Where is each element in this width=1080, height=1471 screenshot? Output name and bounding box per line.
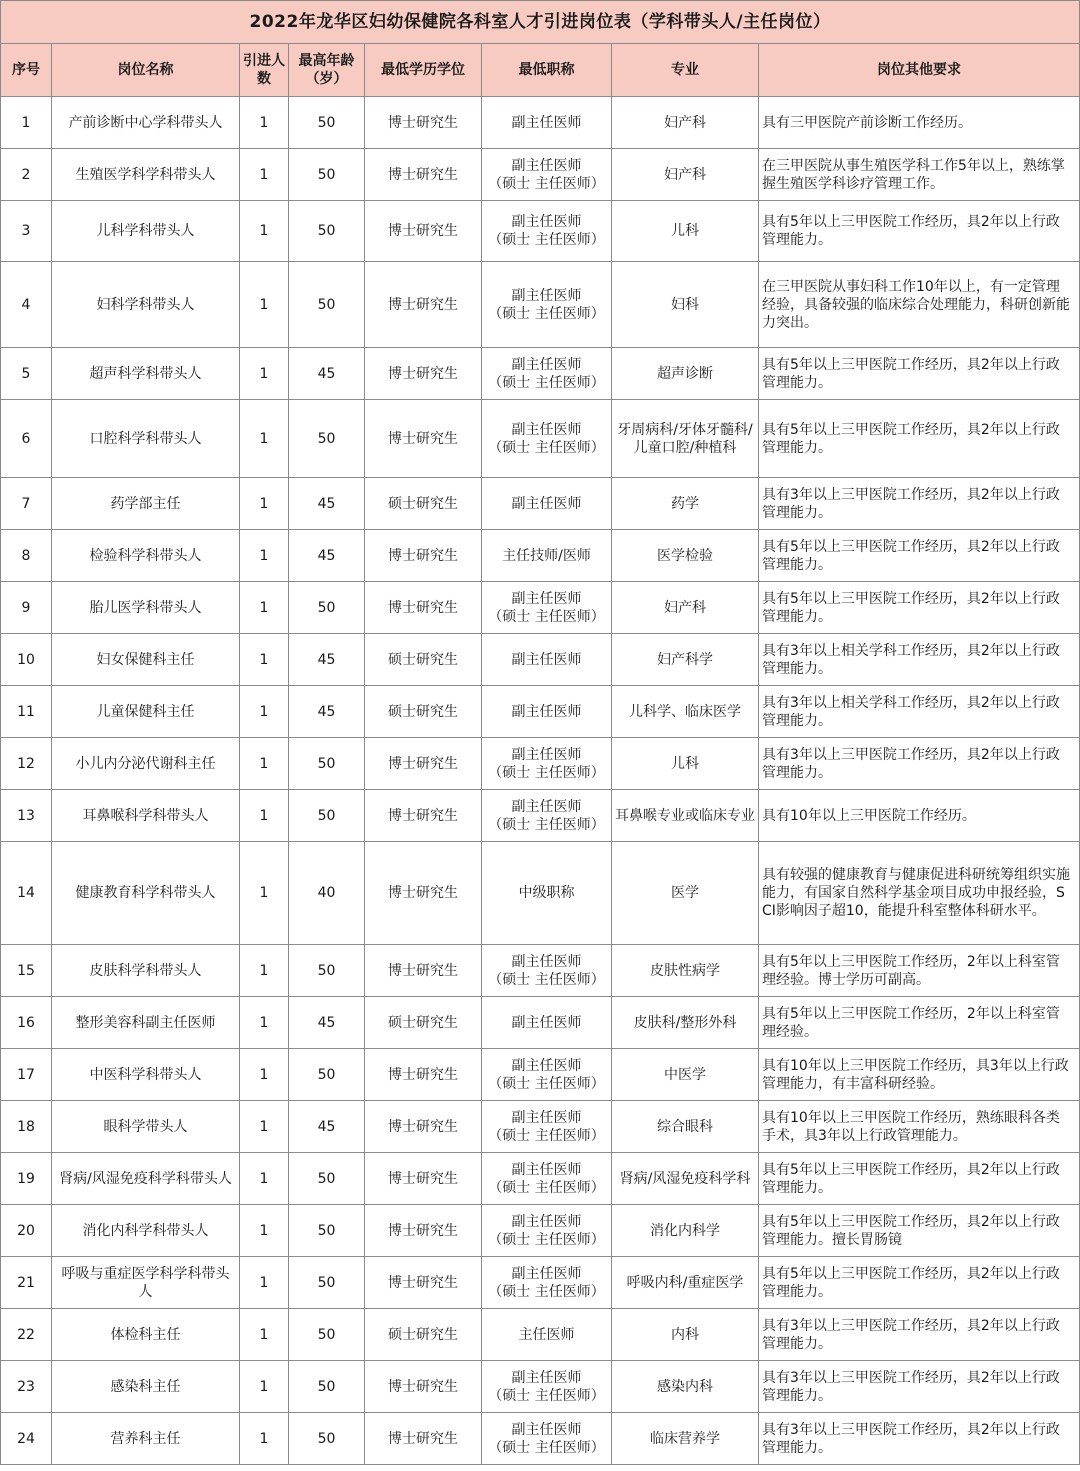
cell-requirements: 具有5年以上三甲医院工作经历，具2年以上行政管理能力。	[759, 201, 1080, 262]
cell-rank	[482, 997, 612, 1049]
cell-position: 皮肤科学科带头人	[52, 945, 240, 997]
cell-position: 妇女保健科主任	[52, 634, 240, 686]
header-education: 最低学历学位	[365, 44, 482, 97]
cell-no: 23	[1, 1361, 52, 1413]
cell-count: 1	[240, 97, 289, 149]
cell-requirements: 在三甲医院从事妇科工作10年以上，有一定管理经验，具备较强的临床综合处理能力，科研创新能力突出。	[759, 262, 1080, 348]
cell-major: 医学	[612, 842, 759, 945]
rank-note: （硕士 主任医师）	[488, 1127, 605, 1144]
cell-rank	[482, 842, 612, 945]
header-requirements: 岗位其他要求	[759, 44, 1080, 97]
header-count: 引进人数	[240, 44, 289, 97]
cell-position: 耳鼻喉科学科带头人	[52, 790, 240, 842]
cell-education: 博士研究生	[365, 1257, 482, 1309]
cell-age: 50	[289, 1049, 365, 1101]
cell-requirements: 具有3年以上相关学科工作经历，具2年以上行政管理能力。	[759, 634, 1080, 686]
cell-count: 1	[240, 149, 289, 201]
cell-position: 小儿内分泌代谢科主任	[52, 738, 240, 790]
cell-major: 消化内科学	[612, 1205, 759, 1257]
cell-position: 胎儿医学科带头人	[52, 582, 240, 634]
cell-rank	[482, 738, 612, 790]
cell-position: 中医科学科带头人	[52, 1049, 240, 1101]
rank-main: 副主任医师	[511, 114, 582, 131]
table-row	[1, 530, 1080, 582]
cell-count: 1	[240, 201, 289, 262]
cell-count: 1	[240, 478, 289, 530]
cell-count: 1	[240, 348, 289, 400]
cell-age: 45	[289, 478, 365, 530]
table-row	[1, 1361, 1080, 1413]
cell-rank	[482, 1101, 612, 1153]
cell-major: 皮肤科/整形外科	[612, 997, 759, 1049]
cell-count: 1	[240, 1257, 289, 1309]
cell-major: 耳鼻喉专业或临床专业	[612, 790, 759, 842]
cell-major: 综合眼科	[612, 1101, 759, 1153]
rank-main: 副主任医师	[511, 1265, 582, 1282]
table-row	[1, 201, 1080, 262]
cell-education: 博士研究生	[365, 1205, 482, 1257]
header-major: 专业	[612, 44, 759, 97]
rank-note: （硕士 主任医师）	[488, 305, 605, 322]
cell-position: 健康教育科学科带头人	[52, 842, 240, 945]
cell-requirements: 具有5年以上三甲医院工作经历，具2年以上行政管理能力。擅长胃肠镜	[759, 1205, 1080, 1257]
table-row	[1, 842, 1080, 945]
cell-position: 儿科学科带头人	[52, 201, 240, 262]
cell-count: 1	[240, 1361, 289, 1413]
table-row	[1, 149, 1080, 201]
cell-requirements: 具有10年以上三甲医院工作经历，熟练眼科各类手术，具3年以上行政管理能力。	[759, 1101, 1080, 1153]
rank-note: （硕士 主任医师）	[488, 232, 605, 248]
cell-rank	[482, 478, 612, 530]
rank-main: 副主任医师	[511, 495, 582, 512]
rank-note: （硕士 主任医师）	[488, 439, 605, 456]
cell-age: 45	[289, 634, 365, 686]
table-row	[1, 1049, 1080, 1101]
cell-requirements: 具有3年以上三甲医院工作经历，具2年以上行政管理能力。	[759, 1361, 1080, 1413]
cell-no: 17	[1, 1049, 52, 1101]
cell-education: 博士研究生	[365, 1049, 482, 1101]
cell-position: 生殖医学科学科带头人	[52, 149, 240, 201]
cell-no: 18	[1, 1101, 52, 1153]
rank-note: （硕士 主任医师）	[488, 764, 605, 781]
cell-requirements: 具有三甲医院产前诊断工作经历。	[759, 97, 1080, 149]
cell-requirements: 具有较强的健康教育与健康促进科研统筹组织实施能力，有国家自然科学基金项目成功申报经验，SCI影响因子超10，能提升科室整体科研水平。	[759, 842, 1080, 945]
table-row	[1, 1257, 1080, 1309]
cell-education: 博士研究生	[365, 1413, 482, 1465]
cell-rank	[482, 149, 612, 201]
cell-position: 儿童保健科主任	[52, 686, 240, 738]
cell-education: 博士研究生	[365, 201, 482, 262]
rank-note: （硕士 主任医师）	[488, 1439, 605, 1456]
cell-no: 1	[1, 97, 52, 149]
cell-education: 博士研究生	[365, 400, 482, 478]
cell-rank	[482, 1049, 612, 1101]
cell-count: 1	[240, 1309, 289, 1361]
cell-major: 超声诊断	[612, 348, 759, 400]
table-title: 2022年龙华区妇幼保健院各科室人才引进岗位表（学科带头人/主任岗位）	[1, 1, 1080, 44]
rank-note: （硕士 主任医师）	[488, 175, 605, 192]
cell-rank	[482, 201, 612, 262]
cell-rank	[482, 945, 612, 997]
cell-major: 妇产科	[612, 149, 759, 201]
rank-main: 副主任医师	[511, 356, 582, 373]
cell-age: 50	[289, 149, 365, 201]
cell-major: 临床营养学	[612, 1413, 759, 1465]
rank-note: （硕士 主任医师）	[488, 1179, 605, 1196]
cell-rank	[482, 1413, 612, 1465]
cell-count: 1	[240, 400, 289, 478]
cell-requirements: 在三甲医院从事生殖医学科工作5年以上，熟练掌握生殖医学科诊疗管理工作。	[759, 149, 1080, 201]
cell-position: 超声科学科带头人	[52, 348, 240, 400]
rank-main: 副主任医师	[511, 214, 582, 230]
cell-age: 45	[289, 686, 365, 738]
cell-rank	[482, 686, 612, 738]
cell-education: 博士研究生	[365, 149, 482, 201]
cell-education: 博士研究生	[365, 348, 482, 400]
cell-count: 1	[240, 530, 289, 582]
cell-major: 中医学	[612, 1049, 759, 1101]
cell-requirements: 具有3年以上三甲医院工作经历，具2年以上行政管理能力。	[759, 478, 1080, 530]
cell-no: 8	[1, 530, 52, 582]
rank-main: 副主任医师	[511, 1057, 582, 1074]
rank-note: （硕士 主任医师）	[488, 374, 605, 391]
cell-no: 2	[1, 149, 52, 201]
cell-count: 1	[240, 262, 289, 348]
cell-education: 博士研究生	[365, 790, 482, 842]
cell-no: 9	[1, 582, 52, 634]
cell-education: 博士研究生	[365, 262, 482, 348]
rank-main: 副主任医师	[511, 1421, 582, 1438]
rank-note: （硕士 主任医师）	[488, 608, 605, 625]
cell-requirements: 具有10年以上三甲医院工作经历。	[759, 790, 1080, 842]
rank-note: （硕士 主任医师）	[488, 1231, 605, 1248]
table-row	[1, 1101, 1080, 1153]
cell-no: 14	[1, 842, 52, 945]
table-row	[1, 348, 1080, 400]
cell-position: 口腔科学科带头人	[52, 400, 240, 478]
cell-age: 45	[289, 348, 365, 400]
cell-major: 妇产科	[612, 97, 759, 149]
rank-main: 副主任医师	[511, 1161, 582, 1178]
rank-main: 副主任医师	[511, 157, 582, 174]
rank-note: （硕士 主任医师）	[488, 1283, 605, 1300]
cell-major: 皮肤性病学	[612, 945, 759, 997]
header-age: 最高年龄（岁）	[289, 44, 365, 97]
table-row	[1, 997, 1080, 1049]
cell-count: 1	[240, 842, 289, 945]
cell-position: 眼科学带头人	[52, 1101, 240, 1153]
rank-main: 主任医师	[518, 1326, 575, 1343]
rank-main: 副主任医师	[511, 1014, 582, 1031]
cell-age: 50	[289, 1361, 365, 1413]
cell-major: 内科	[612, 1309, 759, 1361]
cell-no: 22	[1, 1309, 52, 1361]
cell-rank	[482, 400, 612, 478]
cell-count: 1	[240, 997, 289, 1049]
cell-count: 1	[240, 1101, 289, 1153]
cell-age: 50	[289, 790, 365, 842]
cell-education: 博士研究生	[365, 842, 482, 945]
cell-position: 感染科主任	[52, 1361, 240, 1413]
cell-requirements: 具有5年以上三甲医院工作经历，具2年以上行政管理能力。	[759, 348, 1080, 400]
cell-rank	[482, 634, 612, 686]
cell-count: 1	[240, 686, 289, 738]
cell-position: 产前诊断中心学科带头人	[52, 97, 240, 149]
rank-main: 副主任医师	[511, 746, 582, 763]
table-row	[1, 1153, 1080, 1205]
cell-education: 硕士研究生	[365, 997, 482, 1049]
rank-main: 副主任医师	[511, 953, 582, 970]
cell-no: 4	[1, 262, 52, 348]
rank-main: 副主任医师	[511, 798, 582, 815]
cell-no: 7	[1, 478, 52, 530]
cell-age: 50	[289, 1309, 365, 1361]
cell-position: 药学部主任	[52, 478, 240, 530]
rank-main: 副主任医师	[511, 590, 582, 607]
rank-main: 副主任医师	[511, 287, 582, 304]
cell-rank	[482, 1361, 612, 1413]
rank-main: 主任技师/医师	[502, 547, 591, 564]
table-row	[1, 790, 1080, 842]
rank-main: 副主任医师	[511, 651, 582, 668]
header-no: 序号	[1, 44, 52, 97]
cell-age: 50	[289, 582, 365, 634]
cell-requirements: 具有5年以上三甲医院工作经历，2年以上科室管理经验。博士学历可副高。	[759, 945, 1080, 997]
cell-position: 呼吸与重症医学科学科带头人	[52, 1257, 240, 1309]
cell-age: 50	[289, 945, 365, 997]
cell-count: 1	[240, 634, 289, 686]
cell-age: 50	[289, 262, 365, 348]
cell-education: 博士研究生	[365, 1101, 482, 1153]
cell-count: 1	[240, 945, 289, 997]
cell-age: 50	[289, 1153, 365, 1205]
cell-count: 1	[240, 1413, 289, 1465]
header-rank: 最低职称	[482, 44, 612, 97]
cell-age: 50	[289, 1257, 365, 1309]
cell-requirements: 具有5年以上三甲医院工作经历，具2年以上行政管理能力。	[759, 1153, 1080, 1205]
table-row	[1, 1309, 1080, 1361]
cell-count: 1	[240, 738, 289, 790]
table-row	[1, 686, 1080, 738]
rank-note: （硕士 主任医师）	[488, 971, 605, 988]
cell-requirements: 具有3年以上三甲医院工作经历，具2年以上行政管理能力。	[759, 1413, 1080, 1465]
cell-rank	[482, 97, 612, 149]
cell-position: 营养科主任	[52, 1413, 240, 1465]
cell-no: 19	[1, 1153, 52, 1205]
cell-age: 45	[289, 997, 365, 1049]
cell-major: 儿科	[612, 738, 759, 790]
cell-age: 45	[289, 1101, 365, 1153]
cell-rank	[482, 1257, 612, 1309]
cell-education: 博士研究生	[365, 1153, 482, 1205]
cell-requirements: 具有3年以上相关学科工作经历，具2年以上行政管理能力。	[759, 686, 1080, 738]
cell-position: 妇科学科带头人	[52, 262, 240, 348]
cell-count: 1	[240, 1205, 289, 1257]
cell-position: 整形美容科副主任医师	[52, 997, 240, 1049]
rank-main: 副主任医师	[511, 1369, 582, 1386]
cell-education: 硕士研究生	[365, 686, 482, 738]
cell-no: 6	[1, 400, 52, 478]
cell-requirements: 具有5年以上三甲医院工作经历，具2年以上行政管理能力。	[759, 530, 1080, 582]
rank-main: 中级职称	[518, 885, 575, 901]
cell-requirements: 具有5年以上三甲医院工作经历，2年以上科室管理经验。	[759, 997, 1080, 1049]
cell-age: 50	[289, 1413, 365, 1465]
cell-education: 硕士研究生	[365, 1309, 482, 1361]
cell-no: 24	[1, 1413, 52, 1465]
cell-count: 1	[240, 582, 289, 634]
cell-major: 牙周病科/牙体牙髓科/儿童口腔/种植科	[612, 400, 759, 478]
table-row	[1, 1205, 1080, 1257]
cell-major: 肾病/风湿免疫科学科	[612, 1153, 759, 1205]
cell-no: 11	[1, 686, 52, 738]
cell-rank	[482, 1205, 612, 1257]
cell-age: 50	[289, 201, 365, 262]
rank-note: （硕士 主任医师）	[488, 1387, 605, 1404]
table-row	[1, 97, 1080, 149]
cell-requirements: 具有3年以上三甲医院工作经历，具2年以上行政管理能力。	[759, 1309, 1080, 1361]
cell-requirements: 具有10年以上三甲医院工作经历，具3年以上行政管理能力，有丰富科研经验。	[759, 1049, 1080, 1101]
cell-rank	[482, 262, 612, 348]
cell-age: 50	[289, 1205, 365, 1257]
cell-major: 妇产科	[612, 582, 759, 634]
table-row	[1, 582, 1080, 634]
cell-position: 检验科学科带头人	[52, 530, 240, 582]
cell-position: 肾病/风湿免疫科学科带头人	[52, 1153, 240, 1205]
cell-requirements: 具有5年以上三甲医院工作经历，具2年以上行政管理能力。	[759, 1257, 1080, 1309]
cell-rank	[482, 790, 612, 842]
cell-requirements: 具有5年以上三甲医院工作经历，具2年以上行政管理能力。	[759, 582, 1080, 634]
cell-age: 40	[289, 842, 365, 945]
cell-education: 博士研究生	[365, 97, 482, 149]
rank-main: 副主任医师	[511, 1109, 582, 1126]
header-row	[1, 44, 1080, 97]
cell-education: 博士研究生	[365, 582, 482, 634]
cell-education: 硕士研究生	[365, 634, 482, 686]
table-row	[1, 634, 1080, 686]
cell-major: 呼吸内科/重症医学	[612, 1257, 759, 1309]
cell-no: 16	[1, 997, 52, 1049]
cell-age: 50	[289, 400, 365, 478]
cell-education: 博士研究生	[365, 945, 482, 997]
header-position: 岗位名称	[52, 44, 240, 97]
table-row	[1, 1413, 1080, 1465]
table-row	[1, 738, 1080, 790]
cell-rank	[482, 348, 612, 400]
cell-no: 20	[1, 1205, 52, 1257]
table-row	[1, 945, 1080, 997]
cell-no: 10	[1, 634, 52, 686]
cell-no: 21	[1, 1257, 52, 1309]
cell-age: 50	[289, 97, 365, 149]
cell-requirements: 具有5年以上三甲医院工作经历，具2年以上行政管理能力。	[759, 400, 1080, 478]
cell-education: 博士研究生	[365, 738, 482, 790]
rank-main: 副主任医师	[511, 1213, 582, 1230]
cell-education: 博士研究生	[365, 530, 482, 582]
rank-main: 副主任医师	[511, 421, 582, 438]
rank-note: （硕士 主任医师）	[488, 1075, 605, 1092]
cell-requirements: 具有3年以上三甲医院工作经历，具2年以上行政管理能力。	[759, 738, 1080, 790]
cell-major: 儿科	[612, 201, 759, 262]
cell-count: 1	[240, 1049, 289, 1101]
cell-major: 感染内科	[612, 1361, 759, 1413]
cell-count: 1	[240, 790, 289, 842]
cell-major: 妇产科学	[612, 634, 759, 686]
rank-main: 副主任医师	[511, 703, 582, 720]
cell-rank	[482, 1309, 612, 1361]
table-row	[1, 478, 1080, 530]
cell-no: 15	[1, 945, 52, 997]
cell-education: 博士研究生	[365, 1361, 482, 1413]
cell-no: 5	[1, 348, 52, 400]
rank-note: （硕士 主任医师）	[488, 816, 605, 833]
cell-no: 3	[1, 201, 52, 262]
cell-education: 硕士研究生	[365, 478, 482, 530]
cell-age: 50	[289, 738, 365, 790]
cell-age: 45	[289, 530, 365, 582]
cell-position: 体检科主任	[52, 1309, 240, 1361]
cell-major: 儿科学、临床医学	[612, 686, 759, 738]
cell-rank	[482, 1153, 612, 1205]
cell-position: 消化内科学科带头人	[52, 1205, 240, 1257]
cell-count: 1	[240, 1153, 289, 1205]
cell-no: 13	[1, 790, 52, 842]
table-row	[1, 262, 1080, 348]
cell-no: 12	[1, 738, 52, 790]
cell-major: 药学	[612, 478, 759, 530]
cell-rank	[482, 530, 612, 582]
table-row	[1, 400, 1080, 478]
cell-rank	[482, 582, 612, 634]
cell-major: 妇科	[612, 262, 759, 348]
cell-major: 医学检验	[612, 530, 759, 582]
